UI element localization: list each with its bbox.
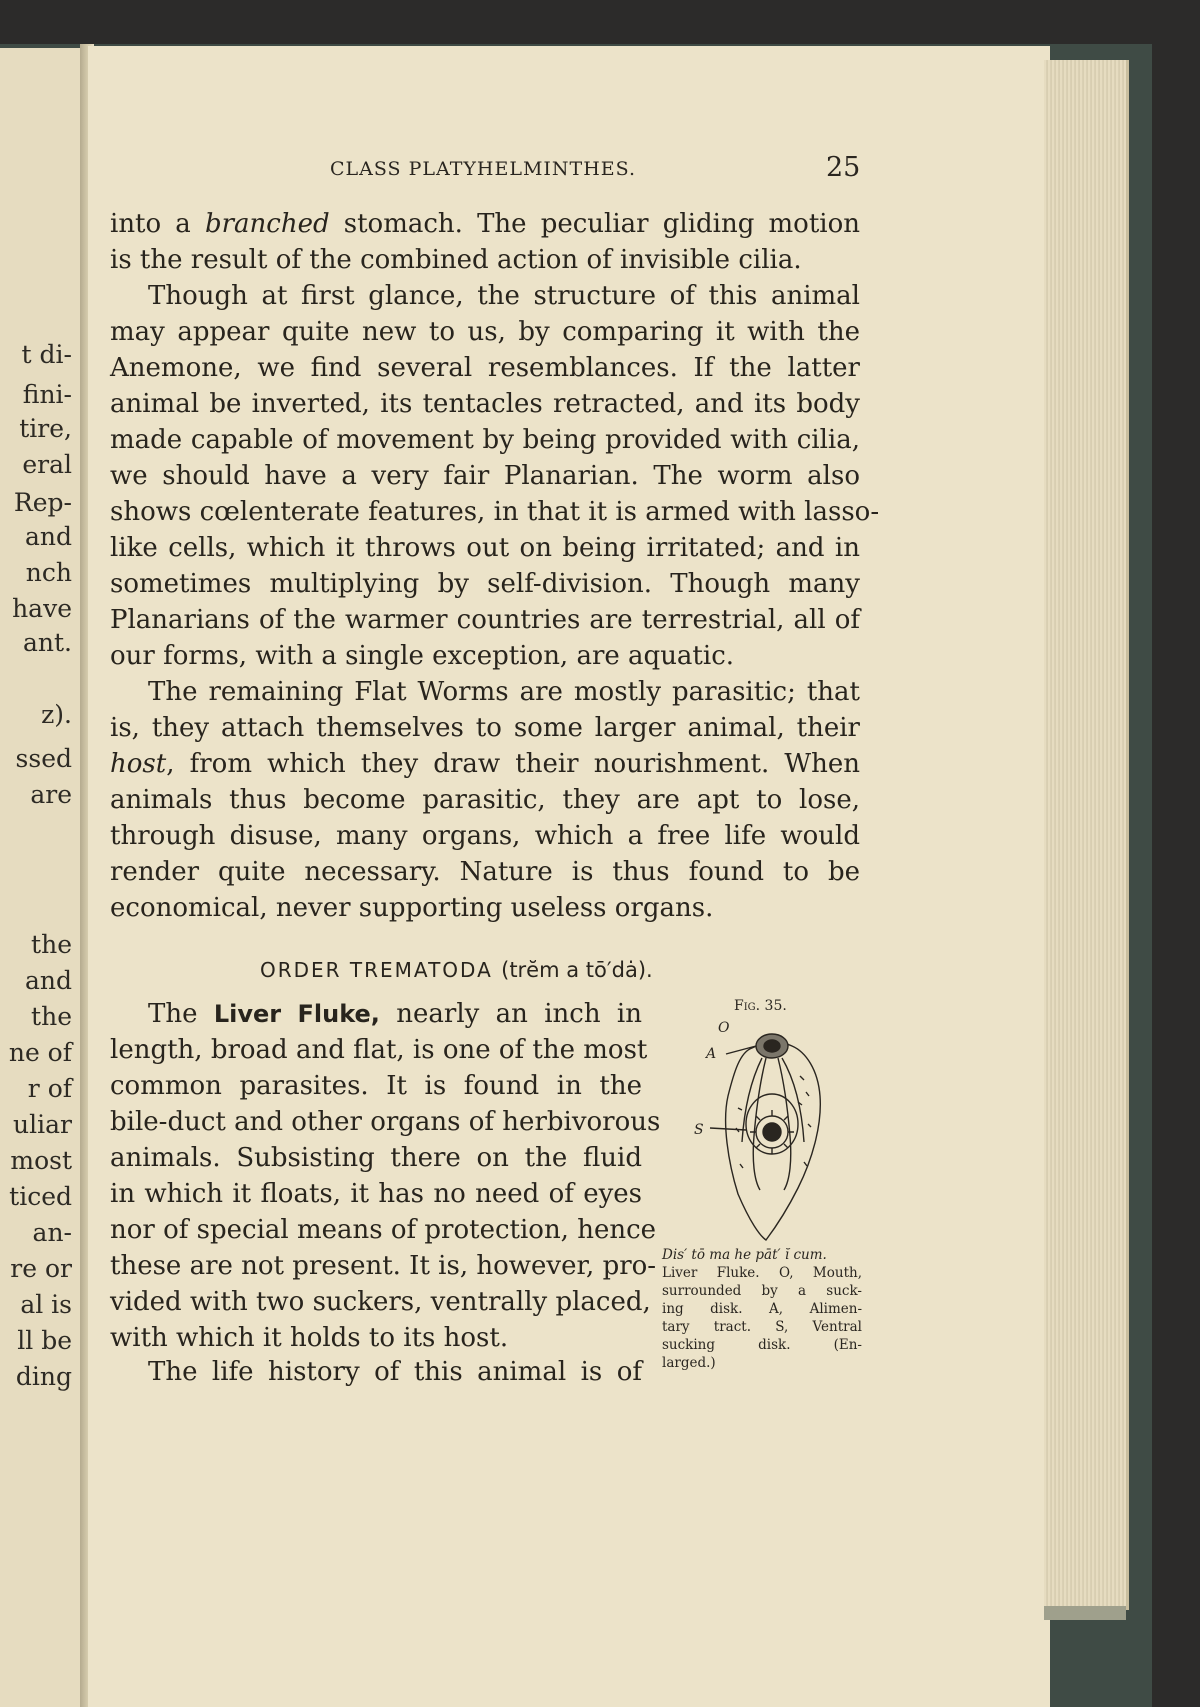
left-page-fragment: ant. [23, 628, 72, 657]
text-line: we should have a very fair Planarian. The worm also [110, 461, 860, 491]
left-page-fragment: are [30, 780, 72, 809]
text-line: is, they attach themselves to some larger animal, their [110, 713, 860, 743]
left-page-fragment: uliar [13, 1110, 72, 1139]
emphasis: host [110, 749, 167, 779]
text-line: Anemone, we find several resemblances. If the latter [110, 353, 860, 383]
label-s: S [694, 1122, 704, 1138]
label-a: A [706, 1046, 717, 1062]
left-page-fragment: and [24, 522, 72, 551]
running-head: CLASS PLATYHELMINTHES. [330, 158, 637, 180]
left-page-fragment: the [31, 930, 72, 959]
liver-fluke-illustration [680, 1012, 860, 1252]
left-page-fragment: the [31, 1002, 72, 1031]
page-edges [1044, 60, 1129, 1610]
text-line: Planarians of the warmer countries are terrestrial, all of [110, 605, 860, 635]
paragraph-4 [110, 996, 661, 1356]
caption-line: tary tract. S, Ventral [662, 1319, 862, 1335]
text-line: our forms, with a single exception, are aquatic. [110, 641, 735, 671]
left-page-fragment: ding [15, 1362, 72, 1391]
left-page-fragment: have [12, 594, 72, 623]
paragraph-1 [110, 206, 860, 278]
bold-term: Liver Fluke, [213, 1000, 380, 1028]
section-heading: ORDER TREMATODA (trĕm a tō′dȧ). [260, 958, 653, 982]
text-line: common parasites. It is found in the [110, 1071, 642, 1101]
caption-line: larged.) [662, 1355, 716, 1371]
left-page-fragment: ticed [9, 1182, 72, 1211]
text-line: Though at first glance, the structure of this animal [148, 281, 860, 311]
left-page-fragment: ssed [15, 744, 72, 773]
left-page-fragment: ll be [17, 1326, 72, 1355]
text-line: these are not present. It is, however, pro- [110, 1251, 657, 1281]
label-o: O [718, 1020, 730, 1036]
left-page-fragment: and [24, 966, 72, 995]
left-page-fragment: Rep- [13, 488, 72, 517]
text-line: host, from which they draw their nourishment. When [110, 749, 860, 779]
left-page-fragment: al is [20, 1290, 72, 1319]
caption-line: ing disk. A, Alimen- [662, 1301, 862, 1317]
paragraph-2 [110, 278, 880, 674]
text-line: nor of special means of protection, hence [110, 1215, 657, 1245]
left-page-fragment: r of [27, 1074, 72, 1103]
pronunciation: (trĕm a tō′dȧ). [501, 958, 653, 982]
text-line: vided with two suckers, ventrally placed, [110, 1287, 651, 1317]
text-line: into a branched stomach. The peculiar gliding motion [110, 209, 860, 239]
text-line: render quite necessary. Nature is thus found to be [110, 857, 860, 887]
paragraph-5 [110, 1354, 642, 1390]
caption-line: Liver Fluke. O, Mouth, [662, 1265, 862, 1281]
left-page-fragment: most [10, 1146, 72, 1175]
text-line: may appear quite new to us, by comparing it with the [110, 317, 860, 347]
text-line: made capable of movement by being provided with cilia, [110, 425, 860, 455]
left-page-fragment: eral [22, 450, 72, 479]
caption-line: sucking disk. (En- [662, 1337, 862, 1353]
text-line: in which it floats, it has no need of eyes [110, 1179, 642, 1209]
text-line: The Liver Fluke, nearly an inch in [148, 999, 642, 1029]
text-line: economical, never supporting useless organs. [110, 893, 714, 923]
text-line: with which it holds to its host. [110, 1323, 509, 1353]
text-line: animals thus become parasitic, they are apt to lose, [110, 785, 860, 815]
left-page-fragment: re or [10, 1254, 72, 1283]
page-edges-bottom [1044, 1606, 1126, 1620]
left-page-fragment: fini- [22, 380, 72, 409]
page-number: 25 [826, 152, 861, 183]
text-line: length, broad and flat, is one of the most [110, 1035, 648, 1065]
left-page-fragment: an- [32, 1218, 72, 1247]
text-line: animal be inverted, its tentacles retracted, and its body [110, 389, 860, 419]
text-line: through disuse, many organs, which a free life would [110, 821, 860, 851]
left-page-fragment: ne of [8, 1038, 72, 1067]
paragraph-3 [110, 674, 860, 926]
left-page-fragment: z). [41, 700, 72, 729]
left-page-fragment: t di- [21, 340, 72, 369]
figure-label: Fig. 35. [734, 998, 787, 1014]
left-page-fragment: nch [25, 558, 72, 587]
text-line: is the result of the combined action of invisible cilia. [110, 245, 802, 275]
caption-line: Dis′ tō ma he pāt′ ĭ cum. [662, 1247, 827, 1263]
left-page-fragment: tire, [19, 414, 72, 443]
caption-line: surrounded by a suck- [662, 1283, 862, 1299]
text-line: The life history of this animal is of [148, 1357, 642, 1387]
left-page [0, 48, 84, 1707]
emphasis: branched [204, 209, 330, 239]
text-line: The remaining Flat Worms are mostly parasitic; that [148, 677, 860, 707]
text-line: shows cœlenterate features, in that it is armed with lasso- [110, 497, 880, 527]
text-line: bile-duct and other organs of herbivorous [110, 1107, 661, 1137]
text-line: sometimes multiplying by self-division. Though many [110, 569, 860, 599]
figure-caption [662, 1246, 862, 1372]
text-line: animals. Subsisting there on the fluid [110, 1143, 642, 1173]
text-line: like cells, which it throws out on being irritated; and in [110, 533, 860, 563]
